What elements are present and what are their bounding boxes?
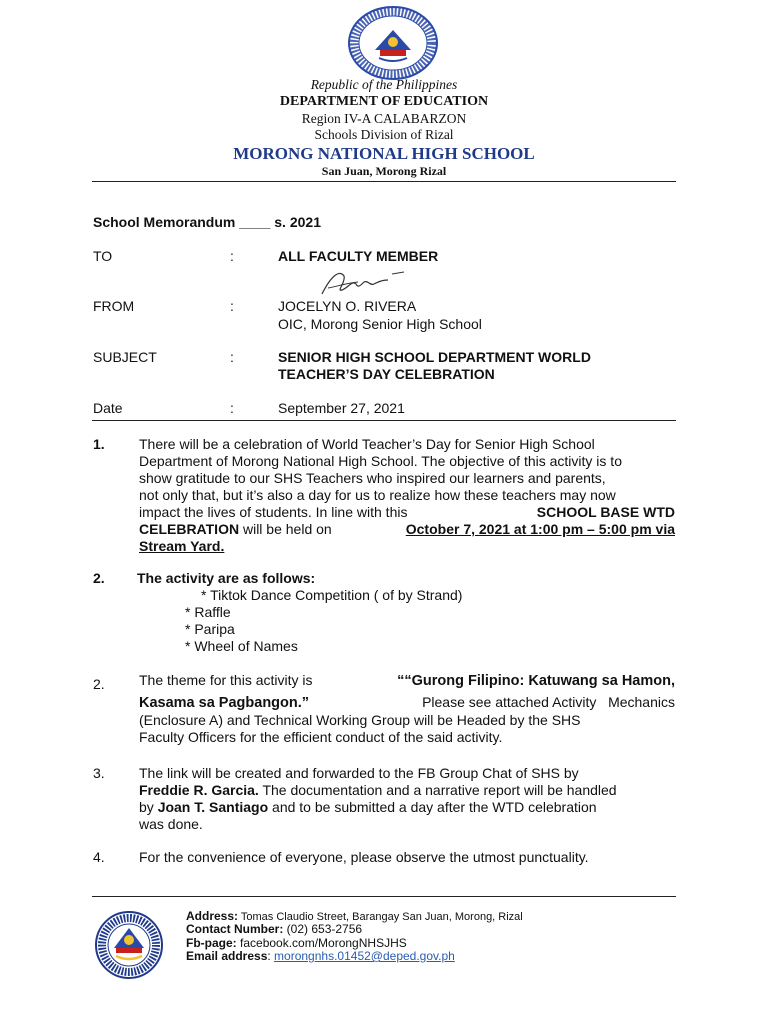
signature-icon xyxy=(318,266,408,300)
to-label: TO xyxy=(93,248,113,264)
paragraph-1-line xyxy=(139,504,675,521)
from-name: JOCELYN O. RIVERA xyxy=(278,298,417,314)
date-colon: : xyxy=(230,400,234,416)
republic-line: Republic of the Philippines xyxy=(310,77,458,92)
footer-contact xyxy=(186,923,362,937)
department-line: DEPARTMENT OF EDUCATION xyxy=(279,94,489,109)
activity-item: * Wheel of Names xyxy=(185,638,298,654)
paragraph-2-number: 2. xyxy=(93,570,105,586)
activity-item: * Paripa xyxy=(185,621,235,637)
region-line: Region IV-A CALABARZON xyxy=(301,111,467,126)
division-line: Schools Division of Rizal xyxy=(314,127,454,142)
paragraph-1-line: show gratitude to our SHS Teachers who inspired our learners and parents, xyxy=(139,470,606,486)
contact-label: Contact Number: xyxy=(186,922,284,936)
school-name: MORONG NATIONAL HIGH SCHOOL xyxy=(233,144,535,163)
email-separator: : xyxy=(267,949,275,963)
paragraph-4 xyxy=(139,765,675,833)
paragraph-1-line: There will be a celebration of World Teacher’s Day for Senior High School xyxy=(139,436,595,452)
theme-part-1: ““Gurong Filipino: Katuwang sa Hamon, xyxy=(397,673,675,689)
subject-line-2: TEACHER’S DAY CELEBRATION xyxy=(278,366,495,382)
theme-intro: The theme for this activity is xyxy=(139,672,313,688)
activity-item: * Raffle xyxy=(185,604,231,620)
paragraph-4-by: by xyxy=(139,799,158,815)
address-value: Tomas Claudio Street, Barangay San Juan, Morong, Rizal xyxy=(238,911,523,923)
theme-part-2: Kasama sa Pagbangon.” xyxy=(139,695,310,711)
to-value: ALL FACULTY MEMBER xyxy=(278,248,439,264)
contact-value: (02) 653-2756 xyxy=(283,922,363,936)
paragraph-4-line xyxy=(139,782,675,799)
paragraph-1-line xyxy=(139,521,675,538)
school-logo-icon xyxy=(94,910,164,980)
from-label: FROM xyxy=(93,298,135,314)
theme-rest: Please see attached Activity Mechanics xyxy=(418,694,675,710)
header-divider xyxy=(92,181,676,182)
email-label: Email address xyxy=(186,949,268,963)
paragraph-3-line: (Enclosure A) and Technical Working Group will be Headed by the SHS xyxy=(139,712,581,728)
paragraph-3 xyxy=(139,672,675,746)
paragraph-3-number: 2. xyxy=(93,676,105,692)
paragraph-4-line xyxy=(139,799,675,816)
from-title: OIC, Morong Senior High School xyxy=(278,316,482,332)
deped-seal xyxy=(347,6,439,80)
date-label: Date xyxy=(93,400,123,416)
address-label: Address: xyxy=(186,909,239,923)
paragraph-4-line: was done. xyxy=(139,816,203,832)
paragraph-1-line: Department of Morong National High School. The objective of this activity is to xyxy=(139,453,622,469)
paragraph-3-line: Faculty Officers for the efficient conduct of the said activity. xyxy=(139,729,503,745)
fb-value: facebook.com/MorongNHSJHS xyxy=(236,936,407,950)
from-colon: : xyxy=(230,298,234,314)
event-platform: Stream Yard. xyxy=(139,538,225,554)
paragraph-4-line-text: and to be submitted a day after the WTD celebration xyxy=(268,799,597,815)
paragraph-5: For the convenience of everyone, please observe the utmost punctuality. xyxy=(139,849,589,865)
activity-item: * Tiktok Dance Competition ( of by Strand) xyxy=(201,587,463,603)
school-base-wtd: SCHOOL BASE WTD xyxy=(536,504,675,520)
link-creator: Freddie R. Garcia. xyxy=(139,782,259,798)
subject-line-1: SENIOR HIGH SCHOOL DEPARTMENT WORLD xyxy=(278,349,591,365)
celebration-bold: CELEBRATION xyxy=(139,521,240,537)
paragraph-1 xyxy=(139,436,675,555)
event-datetime: October 7, 2021 at 1:00 pm – 5:00 pm via xyxy=(405,521,675,537)
paragraph-4-line: The link will be created and forwarded to the FB Group Chat of SHS by xyxy=(139,765,579,781)
paragraph-4-line-text: The documentation and a narrative report will be handled xyxy=(258,782,617,798)
to-colon: : xyxy=(230,248,234,264)
activities-heading: The activity are as follows: xyxy=(137,570,316,586)
school-logo xyxy=(94,910,164,980)
report-handler: Joan T. Santiago xyxy=(157,799,269,815)
subject-colon: : xyxy=(230,349,234,365)
deped-seal-icon xyxy=(347,6,439,80)
signature xyxy=(318,266,408,300)
paragraph-5-number: 4. xyxy=(93,849,105,865)
date-value: September 27, 2021 xyxy=(278,400,405,416)
paragraph-3-line xyxy=(139,694,675,712)
paragraph-1-number: 1. xyxy=(93,436,105,452)
email-link[interactable]: morongnhs.01452@deped.gov.ph xyxy=(274,949,455,963)
fb-label: Fb-page: xyxy=(186,936,237,950)
paragraph-1-line: not only that, but it’s also a day for us to realize how these teachers may now xyxy=(139,487,616,503)
footer-divider xyxy=(92,896,676,897)
school-location: San Juan, Morong Rizal xyxy=(321,164,447,178)
memo-title: School Memorandum ____ s. 2021 xyxy=(93,214,321,230)
paragraph-1-line-text: impact the lives of students. In line with this xyxy=(139,504,408,520)
meta-divider xyxy=(92,420,676,421)
paragraph-3-line xyxy=(139,672,675,690)
held-on-text: will be held on xyxy=(239,521,336,537)
paragraph-4-number: 3. xyxy=(93,765,105,781)
subject-label: SUBJECT xyxy=(93,349,157,365)
footer-email xyxy=(186,950,455,964)
